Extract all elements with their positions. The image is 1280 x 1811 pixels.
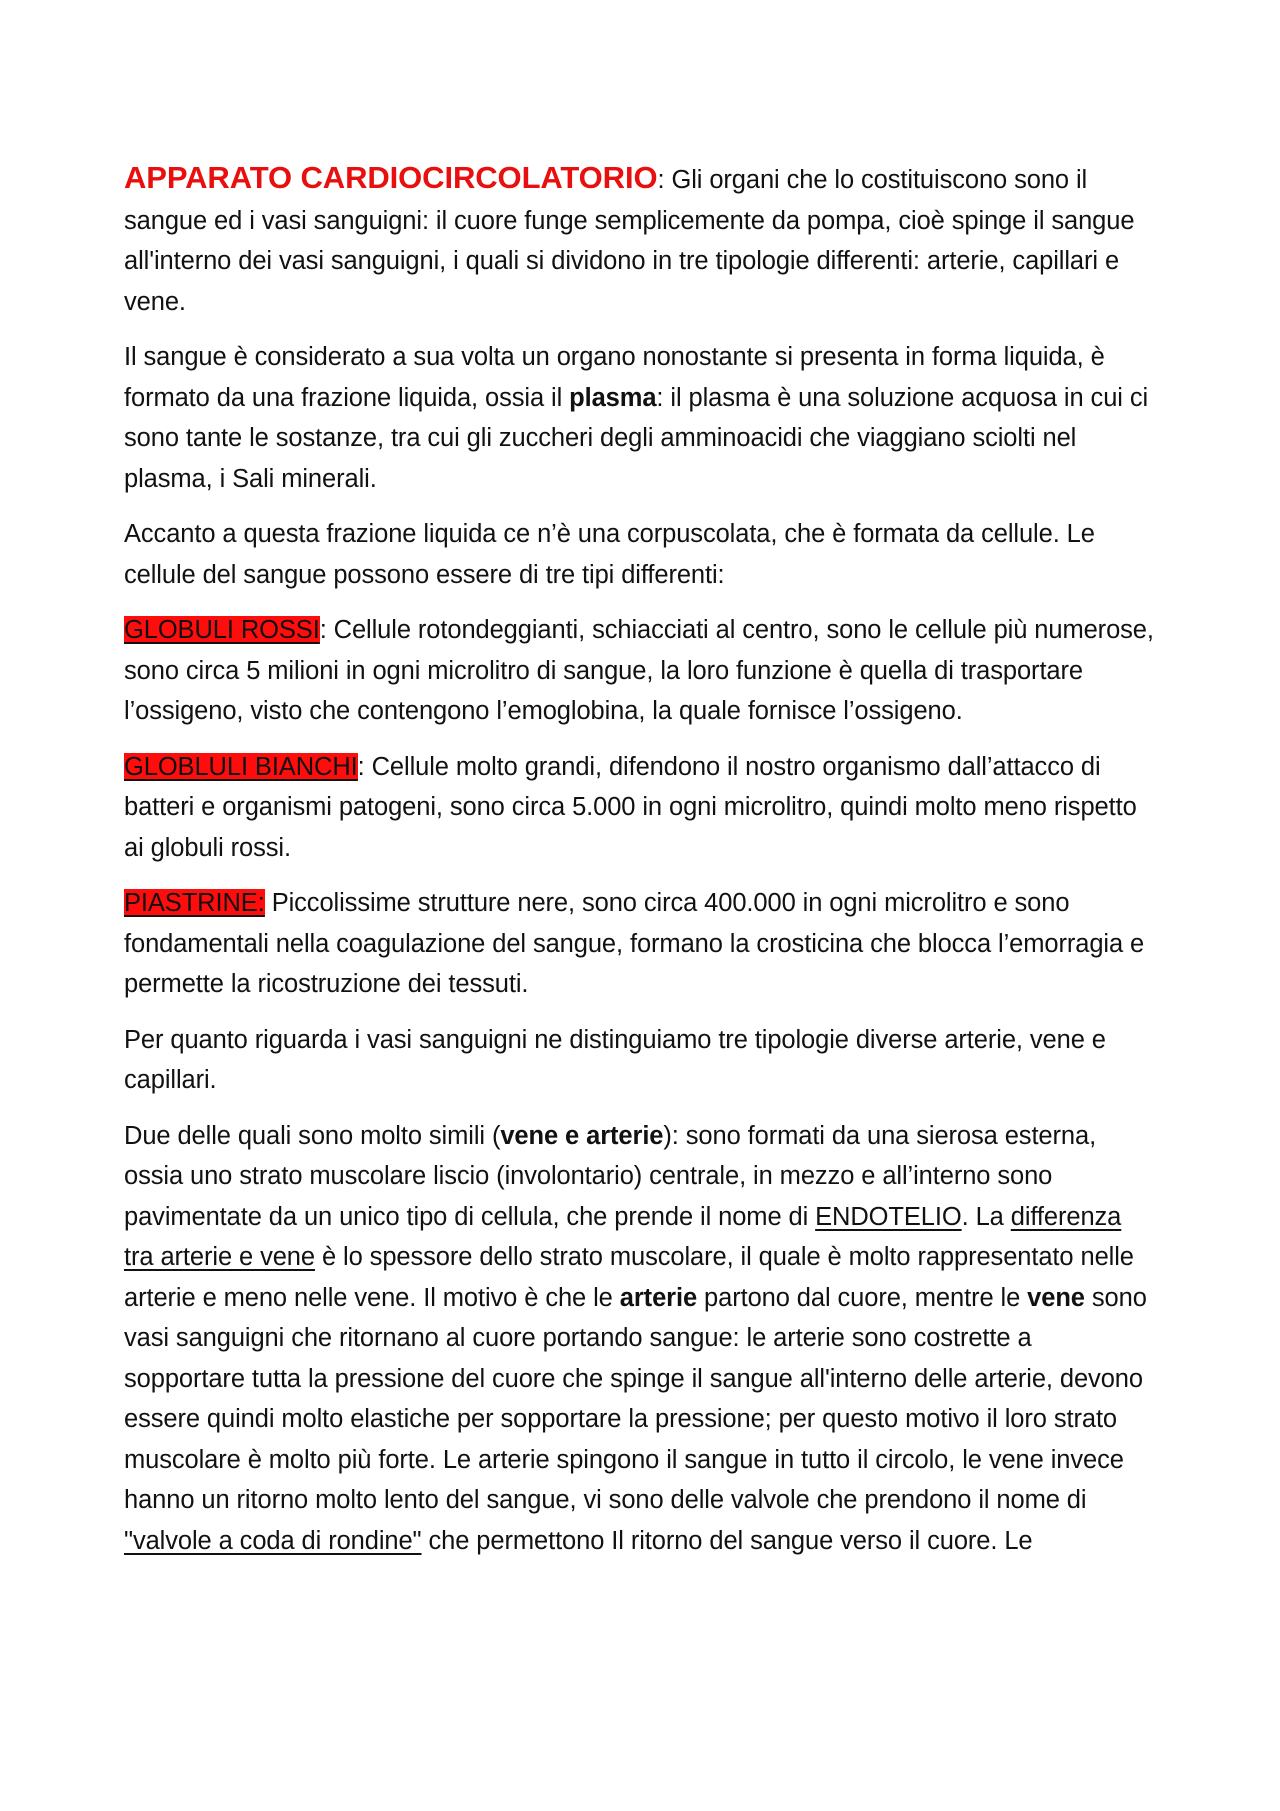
platelets-term: PIASTRINE: [124,889,265,917]
corpuscolata-text: Accanto a questa frazione liquida ce n’è una corpuscolata, che è formata da cellule. Le cellule del sangue possono essere di tre tipi differenti: [124,520,1095,589]
arteries-veins-paragraph [124,1116,1156,1562]
white-cells-term: GLOBLULI BIANCHI [124,752,358,781]
blood-text-b: : il plasma è una soluzione acquosa in cui ci sono tante le sostanze, tra cui gli zuccheri degli amminoacidi che viaggiano sciolti nel plasma, i Sali minerali. [124,383,1149,493]
av-text-5: partono dal cuore, mentre le [697,1283,1028,1312]
av-text-2: ): sono formati da una sierosa esterna, ossia uno strato muscolare liscio (involontario) centrale, in mezzo e all’interno sono pavimentate da un unico tipo di cellula, che prende il nome di [124,1121,1097,1231]
document-title: APPARATO CARDIOCIRCOLATORIO [124,160,658,195]
white-cells-text: : Cellule molto grandi, difendono il nostro organismo dall’attacco di batteri e organismi patogeni, sono circa 5.000 in ogni microlitro, quindi molto meno rispetto ai globuli rossi. [124,752,1137,862]
av-bold-1: vene e arterie [500,1121,664,1150]
blood-paragraph [124,337,1156,499]
av-text-7: che permettono Il ritorno del sangue verso il cuore. Le [421,1526,1033,1555]
av-text-1: Due delle quali sono molto simili ( [124,1121,501,1150]
blood-text-a: Il sangue è considerato a sua volta un organo nonostante si presenta in forma liquida, è formato da una frazione liquida, ossia il [124,343,1105,412]
endotelio-term: ENDOTELIO [815,1202,962,1231]
vessels-paragraph [124,1020,1156,1101]
plasma-term: plasma [569,383,657,412]
veins-term: vene [1027,1283,1085,1312]
arteries-term: arterie [619,1283,698,1312]
red-cells-paragraph [124,610,1156,732]
av-text-4: è lo spessore dello strato muscolare, il quale è molto rappresentato nelle arterie e meno nelle vene. Il motivo è che le [124,1243,1134,1312]
platelets-paragraph [124,883,1156,1005]
red-cells-term: GLOBULI ROSSI [124,616,320,644]
corpuscolata-paragraph [124,514,1156,595]
vessels-text: Per quanto riguarda i vasi sanguigni ne distinguiamo tre tipologie diverse arterie, vene e capillari. [124,1025,1106,1094]
intro-text: : Gli organi che lo costituiscono sono il sangue ed i vasi sanguigni: il cuore funge semplicemente da pompa, cioè spinge il sangue all'interno dei vasi sanguigni, i quali si dividono in tre tipologie differenti: arterie, capillari e vene. [124,166,1135,316]
av-text-3: . La [961,1202,1011,1231]
white-cells-paragraph [124,747,1156,869]
difference-term: differenza tra arterie e vene [124,1202,1122,1271]
platelets-text: Piccolissime strutture nere, sono circa 400.000 in ogni microlitro e sono fondamentali nella coagulazione del sangue, formano la crosticina che blocca l’emorragia e permette la ricostruzione dei tessuti. [124,889,1145,998]
intro-paragraph [124,158,1156,322]
red-cells-text: : Cellule rotondeggianti, schiacciati al centro, sono le cellule più numerose, sono circa 5 milioni in ogni microlitro di sangue, la loro funzione è quella di trasportare l’ossigeno, visto che contengono l’emoglobina, la quale fornisce l’ossigeno. [124,616,1154,725]
av-text-6: sono vasi sanguigni che ritornano al cuore portando sangue: le arterie sono costrette a sopportare tutta la pressione del cuore che spinge il sangue all'interno delle arterie, devono essere quindi molto elastiche per sopportare la pressione; per questo motivo il loro strato muscolare è molto più forte. Le arterie spingono il sangue in tutto il circolo, le vene invece hanno un ritorno molto lento del sangue, vi sono delle valvole che prendono il nome di [124,1283,1147,1514]
valves-term: "valvole a coda di rondine" [124,1526,422,1555]
